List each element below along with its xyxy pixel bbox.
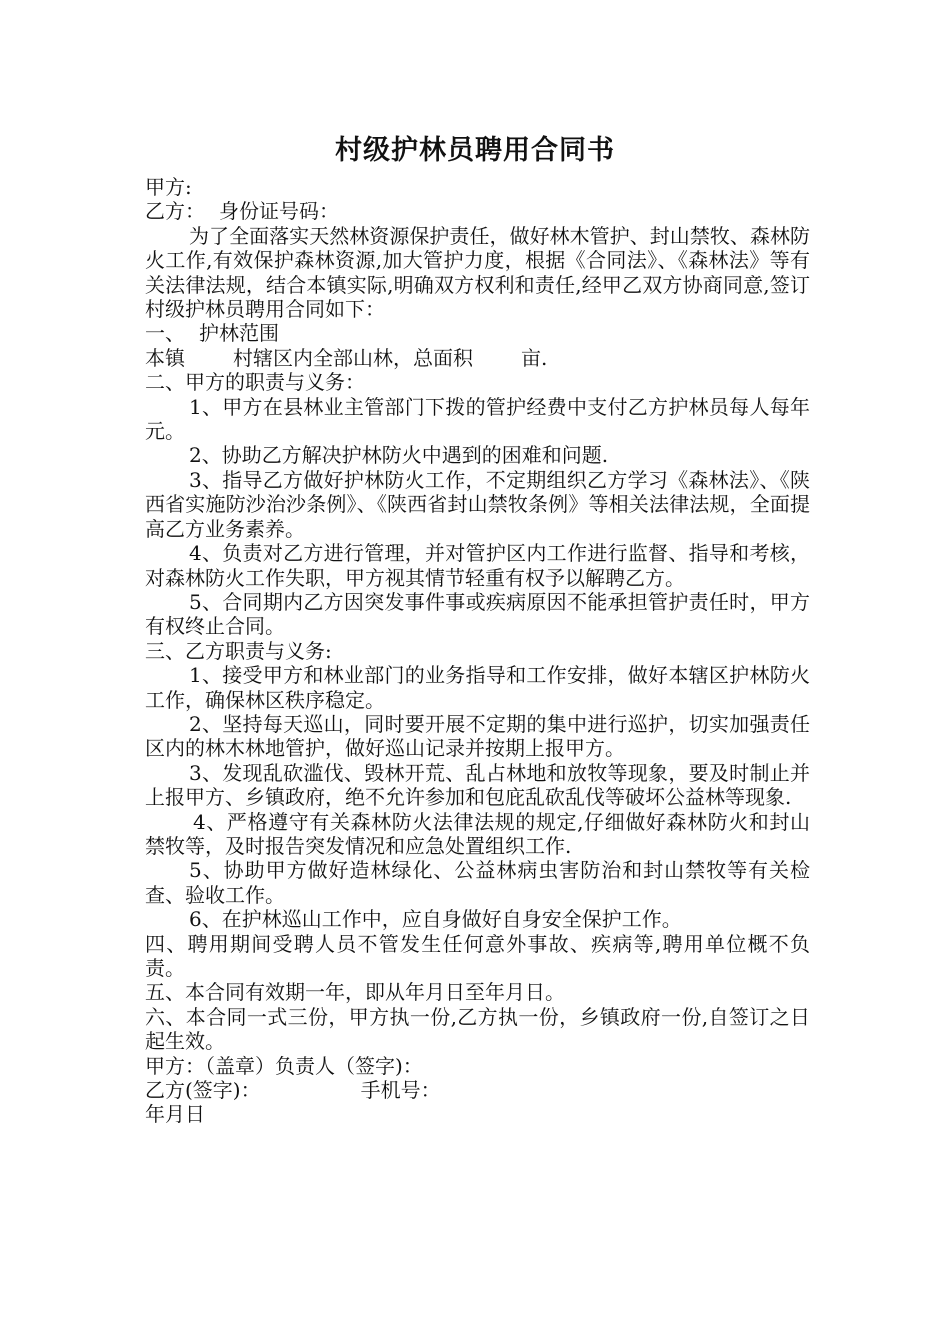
contract-body [145,175,810,1127]
scope-town: 本镇 [145,345,185,370]
section2-item: 1、甲方在县林业主管部门下拨的管护经费中支付乙方护林员每人每年元。 [145,394,810,444]
scope-unit: 亩. [521,345,548,370]
section3-item: 5、协助甲方做好造林绿化、公益林病虫害防治和封山禁牧等有关检查、验收工作。 [145,858,810,907]
section2-item: 3、指导乙方做好护林防火工作，不定期组织乙方学习《森林法》、《陕西省实施防沙治沙条例》、《陕西省封山禁牧条例》等相关法律法规，全面提高乙方业务素养。 [145,467,810,541]
signature-date: 年月日 [145,1102,205,1127]
party-b-label: 乙方： [145,199,205,224]
party-b-line [145,199,810,223]
section3-item: 6、在护林巡山工作中，应自身做好自身安全保护工作。 [189,907,682,932]
party-a-line: 甲方: [145,175,192,199]
signature-party-b: 乙方(签字)： [145,1078,261,1103]
section1-heading [145,321,810,345]
section3-item: 1、接受甲方和林业部门的业务指导和工作安排，做好本辖区护林防火工作，确保林区秩序稳定。 [145,663,810,712]
signature-party-b-line [145,1078,810,1102]
section1-title: 护林范围 [199,321,279,346]
party-b-id-label: 身份证号码： [219,199,339,224]
section3-item: 3、发现乱砍滥伐、毁林开荒、乱占林地和放牧等现象，要及时制止并上报甲方、乡镇政府，绝不允许参加和包庇乱砍乱伐等破坏公益林等现象. [145,760,810,810]
document-title: 村级护林员聘用合同书 [335,135,615,166]
section3-item: 2、坚持每天巡山，同时要开展不定期的集中进行巡护，切实加强责任区内的林木林地管护，做好巡山记录并按期上报甲方。 [145,711,810,761]
section2-item: 4、负责对乙方进行管理，并对管护区内工作进行监督、指导和考核，对森林防火工作失职，甲方视其情节轻重有权予以解聘乙方。 [145,541,810,590]
section1-scope [145,346,810,370]
signature-party-a: 甲方：（盖章）负责人（签字)： [145,1053,423,1078]
section1-number: 一、 [145,321,185,346]
section6-paragraph: 六、本合同一式三份，甲方执一份,乙方执一份，乡镇政府一份,自签订之日起生效。 [145,1004,810,1054]
section4-paragraph: 四、聘用期间受聘人员不管发生任何意外事故、疾病等,聘用单位概不负责。 [145,931,810,980]
signature-phone: 手机号： [360,1078,441,1103]
section2-item: 2、协助乙方解决护林防火中遇到的困难和问题. [189,443,609,468]
section5-paragraph: 五、本合同有效期一年，即从年月日至年月日。 [145,980,565,1005]
scope-area: 村辖区内全部山林，总面积 [233,345,473,370]
section3-item: 4、严格遵守有关森林防火法律法规的规定,仔细做好森林防火和封山禁牧等，及时报告突发情况和应急处置组织工作. [145,809,810,858]
intro-paragraph: 为了全面落实天然林资源保护责任，做好林木管护、封山禁牧、森林防火工作,有效保护森林资源,加大管护力度，根据《合同法》、《森林法》等有关法律法规，结合本镇实际,明确双方权利和责任,经甲乙双方协商同意,签订村级护林员聘用合同如下： [145,223,810,322]
section2-heading: 二、甲方的职责与义务： [145,370,365,395]
section3-heading: 三、乙方职责与义务: [145,638,332,663]
section2-item: 5、合同期内乙方因突发事件事或疾病原因不能承担管护责任时，甲方有权终止合同。 [145,589,810,639]
